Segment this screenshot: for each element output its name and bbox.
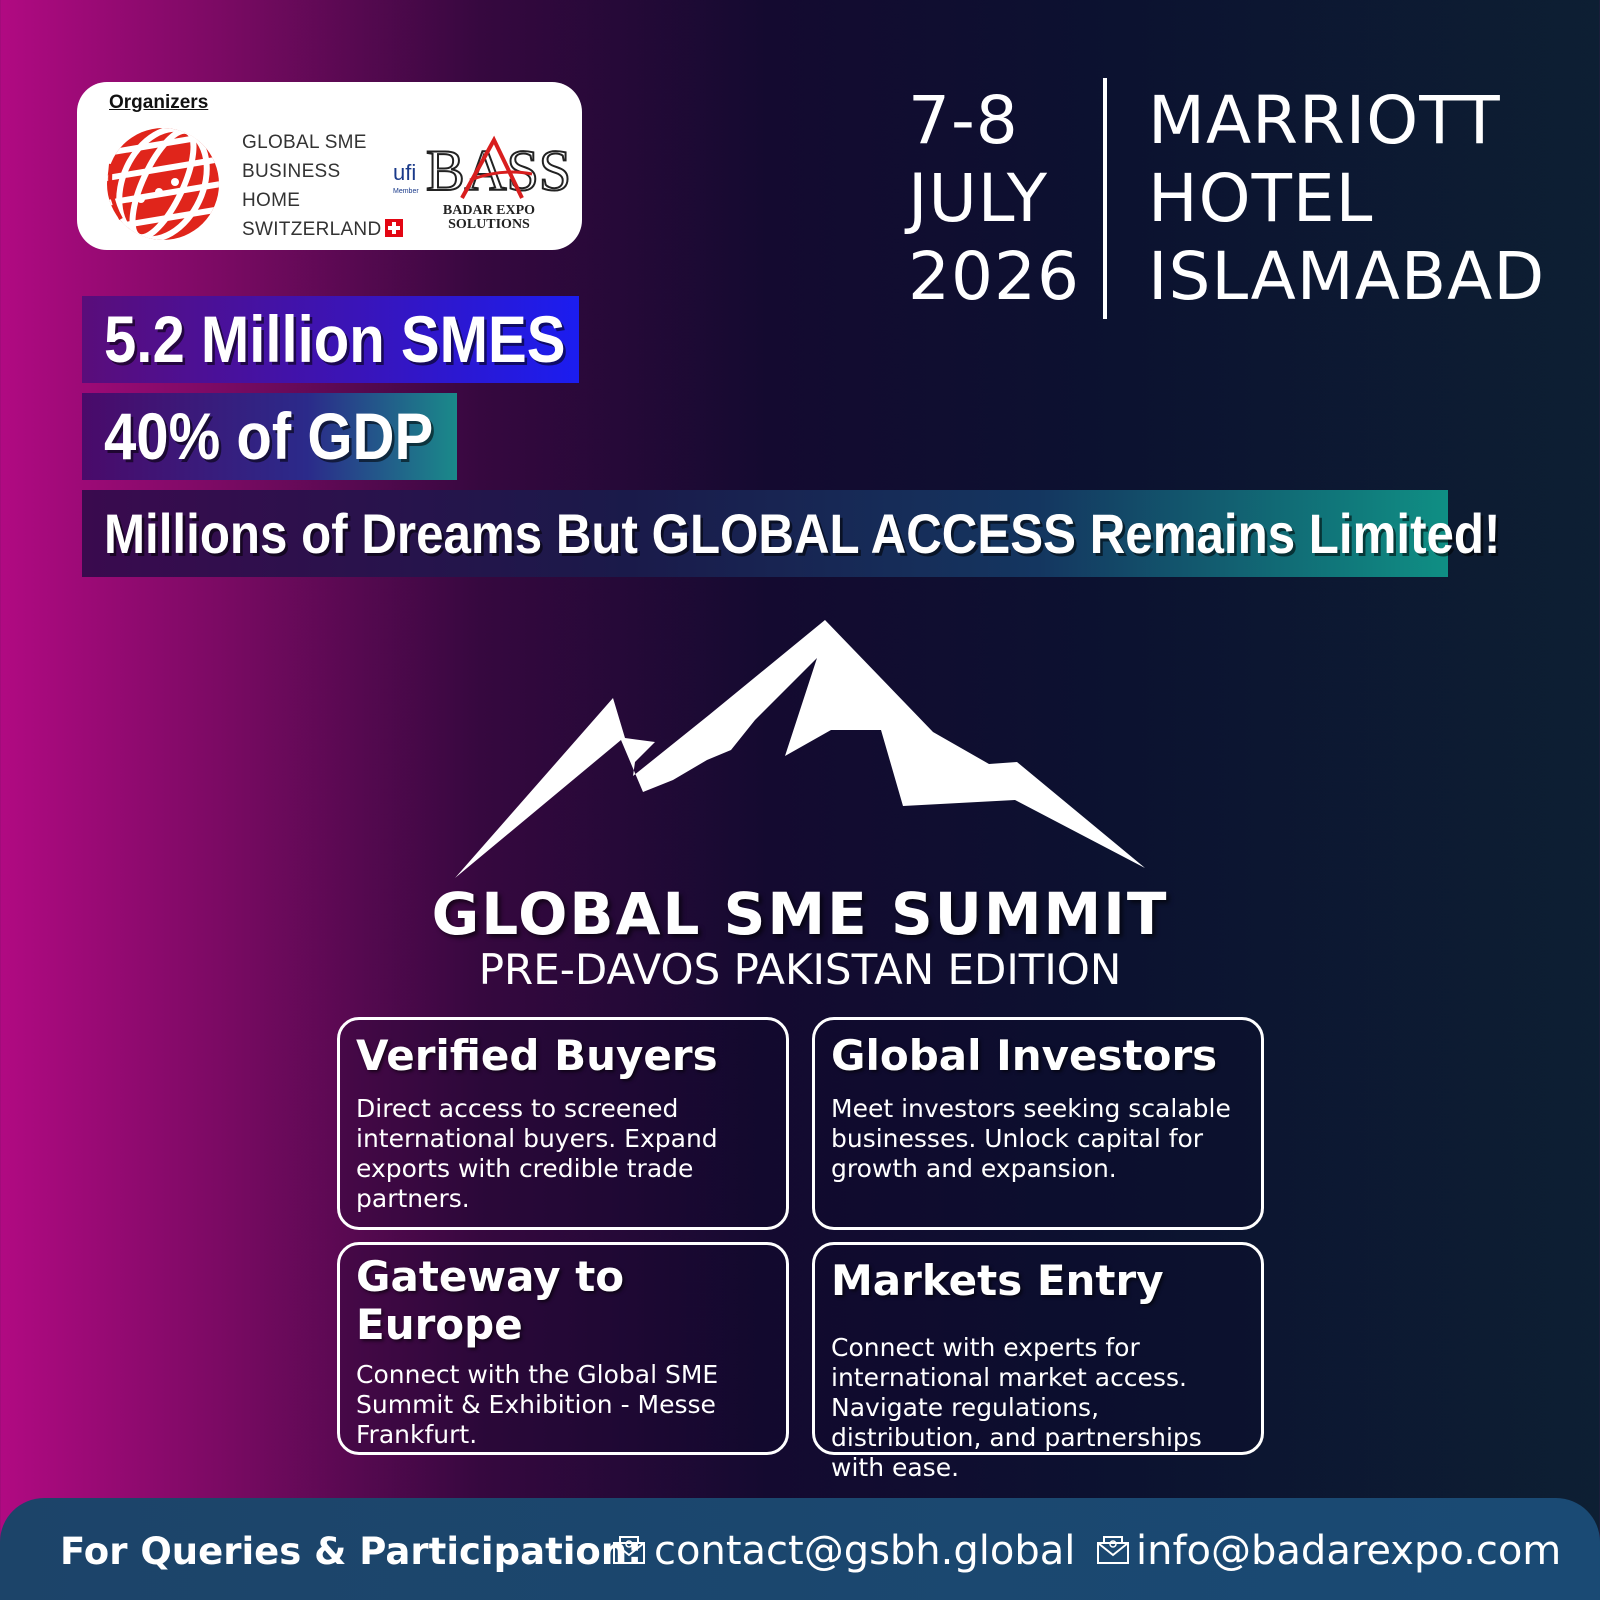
stat-gdp (82, 393, 457, 480)
card-description: Meet investors seeking scalable businesses. Unlock capital for growth and expansion. (831, 1094, 1231, 1183)
venue-line-1: MARRIOTT (1148, 82, 1501, 159)
mail-icon (612, 1535, 646, 1565)
bass-subtitle: BADAR EXPO SOLUTIONS (442, 203, 536, 232)
stat-tagline (82, 490, 1501, 577)
card-description: Direct access to screened international buyers. Expand exports with credible trade partners. (356, 1094, 718, 1213)
venue-line-3: ISLAMABAD (1148, 238, 1546, 315)
date-venue-divider (1103, 78, 1107, 319)
date-days: 7-8 (908, 82, 1019, 159)
mail-icon (1096, 1535, 1130, 1565)
card-global-investors (812, 1017, 1264, 1230)
summit-title: GLOBAL SME SUMMIT (431, 880, 1169, 948)
event-venue (1148, 82, 1545, 316)
gsbh-line-1: GLOBAL SME (242, 132, 367, 153)
gsbh-line-3: HOME (242, 190, 301, 211)
stat-tagline-text: Millions of Dreams But GLOBAL ACCESS Remains Limited! (104, 502, 1501, 565)
gsbh-line-4 (242, 215, 403, 244)
mountain-icon (455, 620, 1145, 888)
summit-subtitle: PRE-DAVOS PAKISTAN EDITION (478, 945, 1122, 994)
date-year: 2026 (908, 238, 1080, 315)
date-month: JULY (908, 160, 1049, 237)
ufi-logo: ufi (393, 160, 417, 185)
card-description: Connect with experts for international market access. Navigate regulations, distribution, and partnerships with ease. (831, 1333, 1202, 1482)
gsbh-country: SWITZERLAND (242, 219, 382, 240)
globe-icon (101, 124, 221, 242)
ufi-member-label: Member (393, 188, 419, 195)
venue-line-2: HOTEL (1148, 160, 1374, 237)
card-title: Markets Entry (831, 1256, 1164, 1305)
stat-gdp-text: 40% of GDP (104, 399, 434, 473)
gsbh-line-2: BUSINESS (242, 161, 341, 182)
footer-label: For Queries & Participation: (60, 1530, 642, 1573)
organizers-title: Organizers (109, 92, 209, 113)
stat-smes (82, 296, 579, 383)
email-link-gsbh[interactable]: contact@gsbh.global (654, 1528, 1076, 1574)
email-link-badarexpo[interactable]: info@badarexpo.com (1136, 1528, 1562, 1574)
card-description: Connect with the Global SME Summit & Exhibition - Messe Frankfurt. (356, 1360, 719, 1449)
card-title: Gateway to Europe (356, 1252, 625, 1349)
card-title: Global Investors (831, 1031, 1218, 1080)
swiss-flag-icon (385, 219, 403, 237)
card-title: Verified Buyers (356, 1031, 718, 1080)
organizers-card (77, 82, 582, 250)
footer-bar (0, 1498, 1600, 1600)
gsbh-name (242, 128, 403, 244)
card-markets-entry (812, 1242, 1264, 1482)
event-date (908, 82, 1080, 316)
bass-logo-text: BASS (426, 138, 572, 203)
card-verified-buyers (337, 1017, 789, 1230)
stat-smes-text: 5.2 Million SMES (104, 302, 566, 376)
card-gateway-europe (337, 1242, 789, 1455)
